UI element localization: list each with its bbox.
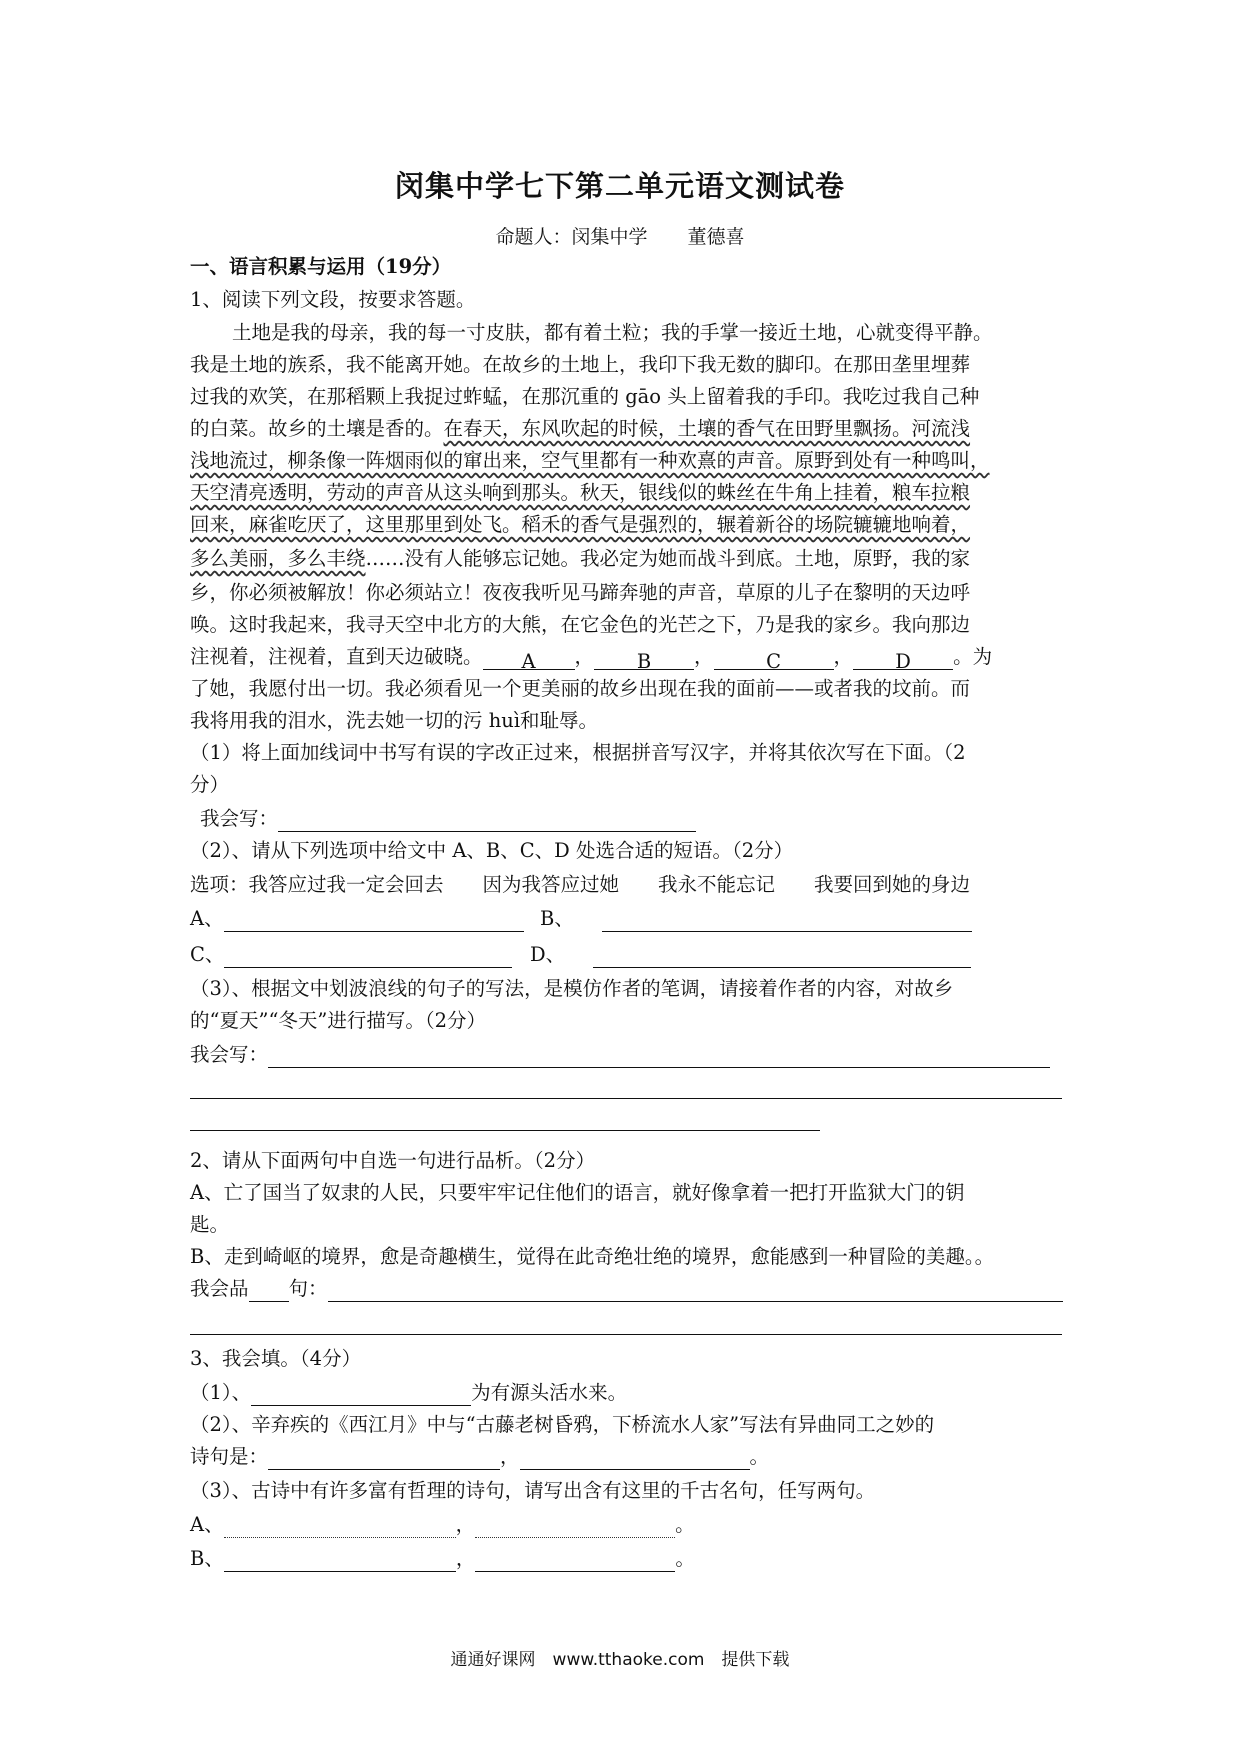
- q1-sub2: （2）、请从下列选项中给文中 A、B、C、D 处选合适的短语。（2分）: [190, 839, 794, 862]
- section-heading: 一、语言积累与运用（19分）: [190, 255, 452, 278]
- q3-sub1: （1）、 为有源头活水来。: [190, 1381, 628, 1404]
- q2-option-a-cont: 匙。: [190, 1213, 230, 1236]
- blank-a[interactable]: A: [483, 649, 575, 670]
- poem-blank[interactable]: [475, 1551, 675, 1572]
- answer-line: 我会写：: [190, 1042, 1050, 1068]
- q3-sub2-answer: 诗句是： ， 。: [190, 1445, 770, 1468]
- q2-stem: 2、请从下面两句中自选一句进行品析。（2分）: [190, 1149, 596, 1172]
- passage-line: 乡，你必须被解放！你必须站立！夜夜我听见马蹄奔驰的声音，草原的儿子在黎明的天边呼: [190, 581, 971, 604]
- choice-blank[interactable]: [249, 1281, 289, 1302]
- author-line: [0, 222, 1240, 249]
- answer-blank-d[interactable]: [593, 947, 971, 968]
- page-title: 闵集中学七下第二单元语文测试卷: [394, 169, 845, 203]
- answer-rule[interactable]: [190, 1098, 1062, 1099]
- blank-d[interactable]: D: [853, 649, 953, 670]
- poem-blank[interactable]: [475, 1517, 675, 1538]
- author-name: 董德喜: [687, 226, 745, 248]
- q1-sub3-cont: 的“夏天”“冬天”进行描写。（2分）: [190, 1009, 487, 1032]
- answer-blank[interactable]: [268, 1047, 1050, 1068]
- passage-line: 土地是我的母亲，我的每一寸皮肤，都有着土粒；我的手掌一接近土地，心就变得平静。: [232, 321, 993, 344]
- passage-line: 过我的欢笑，在那稻颗上我捉过蚱蜢，在那沉重的 gāo 头上留着我的手印。我吃过我自己种: [190, 385, 980, 408]
- poem-blank[interactable]: [224, 1551, 456, 1572]
- analysis-blank[interactable]: [328, 1281, 1063, 1302]
- answer-rule[interactable]: [190, 1130, 820, 1131]
- poem-blank[interactable]: [268, 1449, 500, 1470]
- answer-blank[interactable]: [278, 811, 696, 832]
- q3-sub3-b: B、 ， 。: [190, 1547, 695, 1570]
- q2-option-b: B、走到崎岖的境界，愈是奇趣横生，觉得在此奇绝壮绝的境界，愈能感到一种冒险的美趣。。: [190, 1245, 995, 1268]
- q1-sub1-cont: 分）: [190, 773, 230, 796]
- passage-line: 了她，我愿付出一切。我必须看见一个更美丽的故乡出现在我的面前——或者我的坟前。而: [190, 677, 971, 700]
- q3-sub3-a: A、 ， 。: [190, 1513, 695, 1536]
- wavy-sentence: 在春天，东风吹起的时候，土壤的香气在田野里飘扬。河流浅: [443, 417, 971, 440]
- q3-stem: 3、我会填。（4分）: [190, 1347, 362, 1370]
- passage-line: 我将用我的泪水，洗去她一切的污 huì和耻辱。: [190, 709, 599, 732]
- analyze-line: 我会品 句：: [190, 1276, 1063, 1302]
- passage-line: 唤。这时我起来，我寻天空中北方的大熊，在它金色的光芒之下，乃是我的家乡。我向那边: [190, 613, 971, 636]
- q2-option-a: A、亡了国当了奴隶的人民，只要牢牢记住他们的语言，就好像拿着一把打开监狱大门的钥: [190, 1181, 965, 1204]
- poem-blank[interactable]: [520, 1449, 750, 1470]
- poem-blank[interactable]: [251, 1385, 471, 1406]
- answer-rule[interactable]: [190, 1334, 1062, 1335]
- wavy-sentence: 多么美丽，多么丰绕: [190, 547, 366, 570]
- passage-line: 我是土地的族系，我不能离开她。在故乡的土地上，我印下我无数的脚印。在那田垄里埋葬: [190, 353, 971, 376]
- q1-stem: 1、阅读下列文段，按要求答题。: [190, 288, 476, 311]
- answer-blank-c[interactable]: [224, 947, 512, 968]
- author-label: 命题人：闵集中学: [495, 226, 648, 248]
- footer-credit: 通通好课网 www.tthaoke.com 提供下载: [450, 1650, 790, 1670]
- wavy-sentence: 天空清亮透明，劳动的声音从这头响到那头。秋天，银线似的蛛丝在牛角上挂着，粮车拉粮: [190, 481, 971, 504]
- passage-line: 的白菜。故乡的土壤是香的。在春天，东风吹起的时候，土壤的香气在田野里飘扬。河流浅: [190, 417, 971, 440]
- passage-line: 注视着，注视着，直到天边破晓。 A ， B ， C ， D 。为: [190, 645, 993, 673]
- poem-blank[interactable]: [224, 1517, 456, 1538]
- answer-line: 我会写：: [200, 806, 696, 832]
- answer-row: A、: [190, 906, 524, 932]
- q3-sub3: （3）、古诗中有许多富有哲理的诗句，请写出含有这里的千古名句，任写两句。: [190, 1479, 876, 1502]
- q1-sub3: （3）、根据文中划波浪线的句子的写法，是模仿作者的笔调，请接着作者的内容，对故乡: [190, 977, 954, 1000]
- answer-row: C、: [190, 942, 512, 968]
- q3-sub2: （2）、辛弃疾的《西江月》中与“古藤老树昏鸦，下桥流水人家”写法有异曲同工之妙的: [190, 1413, 935, 1436]
- blank-b[interactable]: B: [594, 649, 694, 670]
- blank-c[interactable]: C: [714, 649, 834, 670]
- answer-row: B、: [540, 906, 972, 932]
- answer-blank-a[interactable]: [224, 911, 524, 932]
- answer-row: D、: [530, 942, 971, 968]
- wavy-sentence: 浅地流过，柳条像一阵烟雨似的窜出来，空气里都有一种欢熹的声音。原野到处有一种鸣叫，: [190, 449, 990, 472]
- answer-blank-b[interactable]: [602, 911, 972, 932]
- wavy-sentence: 回来，麻雀吃厌了，这里那里到处飞。稻禾的香气是强烈的，辗着新谷的场院辘辘地响着，: [190, 513, 971, 536]
- q1-sub1: （1）将上面加线词中书写有误的字改正过来，根据拼音写汉字，并将其依次写在下面。（2: [190, 741, 966, 764]
- passage-line: 多么美丽，多么丰绕……没有人能够忘记她。我必定为她而战斗到底。土地，原野，我的家: [190, 547, 971, 570]
- q1-options: 选项：我答应过我一定会回去 因为我答应过她 我永不能忘记 我要回到她的身边: [190, 873, 971, 896]
